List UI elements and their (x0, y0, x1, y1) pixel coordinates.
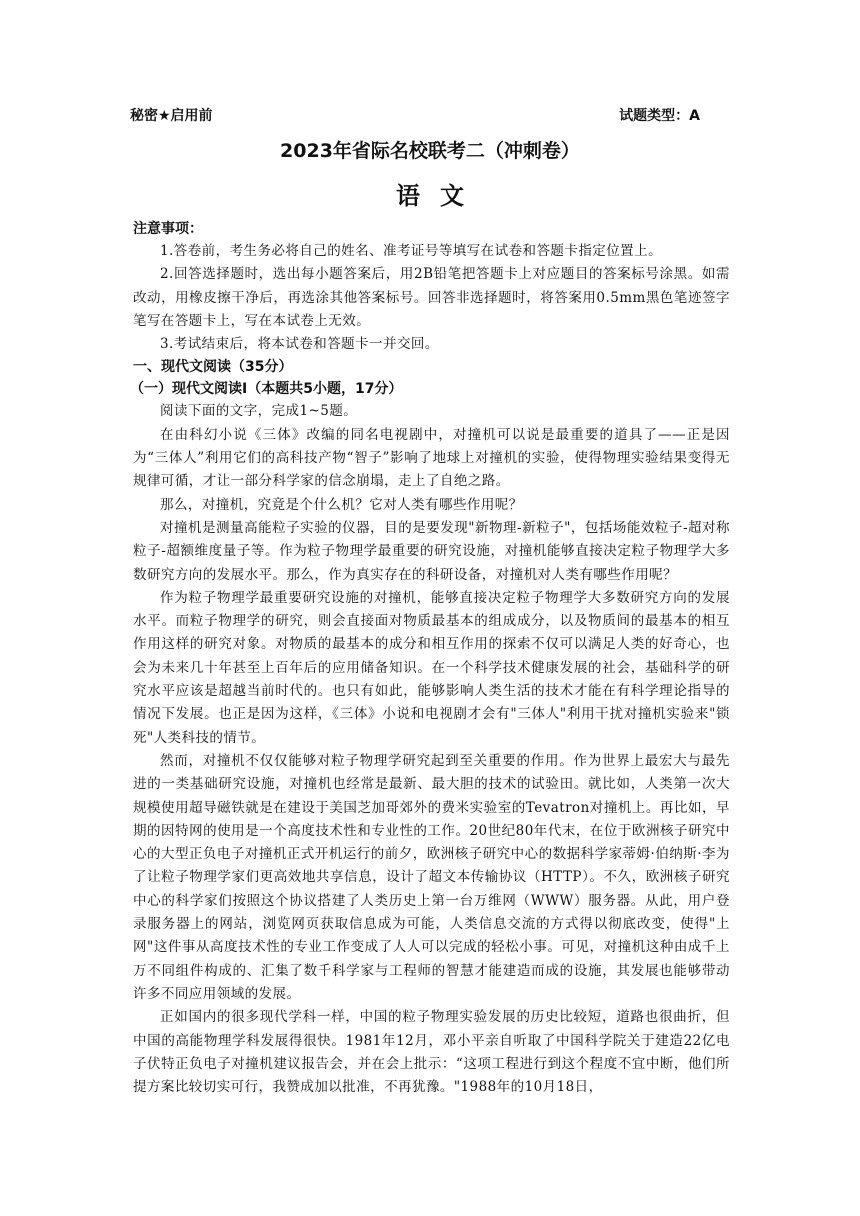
notice-item: 2.回答选择题时，选出每小题答案后，用2B铅笔把答题卡上对应题目的答案标号涂黑。如需改动，用橡皮擦干净后，再选涂其他答案标号。回答非选择题时，将答案用0.5mm黑色笔迹签字笔写在答题卡上，写在本试卷上无效。 (133, 266, 730, 329)
passage-paragraph: 然而，对撞机不仅仅能够对粒子物理学研究起到至关重要的作用。作为世界上最宏大与最先进的一类基础研究设施，对撞机也经常是最新、最大胆的技术的试验田。就比如，人类第一次大规模使用超导磁铁就是在建设于美国芝加哥郊外的费米实验室的Tevatron对撞机上。再比如，早期的因特网的使用是一个高度技术性和专业性的工作。20世纪80年代末，在位于欧洲核子研究中心的大型正负电子对撞机正式开机运行的前夕，欧洲核子研究中心的数据科学家蒂姆·伯纳斯·李为了让粒子物理学家们更高效地共享信息，设计了超文本传输协议（HTTP）。不久，欧洲核子研究中心的科学家们按照这个协议搭建了人类历史上第一台万维网（WWW）服务器。从此，用户登录服务器上的网站，浏览网页获取信息成为可能，人类信息交流的方式得以彻底改变，使得"上网"这件事从高度技术性的专业工作变成了人人可以完成的轻松小事。可见，对撞机这种由成千上万不同组件构成的、汇集了数千科学家与工程师的智慧才能建造而成的设施，其发展也能够带动许多不同应用领域的发展。 (133, 752, 730, 1002)
notice-heading: 注意事项： (133, 221, 203, 237)
passage-paragraph: 在由科幻小说《三体》改编的同名电视剧中，对撞机可以说是最重要的道具了——正是因为“三体人”利用它们的高科技产物“智子”影响了地球上对撞机的实验，使得物理实验结果变得无规律可循，才让一部分科学家的信念崩塌，走上了自绝之路。 (133, 426, 730, 490)
notice-item: 1.答卷前，考生务必将自己的姓名、准考证号等填写在试卷和答题卡指定位置上。 (160, 243, 663, 259)
passage-paragraph: 那么，对撞机，究竟是个什么机？它对人类有哪些作用呢？ (160, 496, 523, 513)
exam-body (130, 218, 730, 1099)
passage-paragraph: 作为粒子物理学最重要研究设施的对撞机，能够直接决定粒子物理学大多数研究方向的发展水平。而粒子物理学的研究，则会直接面对物质最基本的组成成分，以及物质间的最基本的相互作用这样的研究对象。对物质的最基本的成分和相互作用的探索不仅可以满足人类的好奇心，也会为未来几十年甚至上百年后的应用储备知识。在一个科学技术健康发展的社会，基础科学的研究水平应该是超越当前时代的。也只有如此，能够影响人类生活的技术才能在有科学理论指导的情况下发展。也正是因为这样，《三体》小说和电视剧才会有"三体人"利用干扰对撞机实验来"锁死"人类科技的情节。 (133, 589, 730, 746)
passage-paragraph: 对撞机是测量高能粒子实验的仪器，目的是要发现"新物理-新粒子"，包括场能效粒子-超对称粒子-超额维度量子等。作为粒子物理学最重要的研究设施，对撞机能够直接决定粒子物理学大多数研究方向的发展水平。那么，作为真实存在的科研设备，对撞机对人类有哪些作用呢？ (133, 519, 730, 583)
section-heading: 一、现代文阅读（35分） (133, 359, 293, 376)
exam-title: 2023年省际名校联考二（冲刺卷） (280, 140, 580, 162)
reading-instruction: 阅读下面的文字，完成1~5题。 (160, 403, 358, 420)
passage-paragraph: 正如国内的很多现代学科一样，中国的粒子物理实验发展的历史比较短，道路也很曲折，但中国的高能物理学科发展得很快。1981年12月，邓小平亲自听取了中国科学院关于建造22亿电子伏特正负电子对撞机建议报告会，并在会上批示：“这项工程进行到这个程度不宜中断，他们所提方案比较切实可行，我赞成加以批准，不再犹豫。"1988年的10月18日， (133, 1009, 730, 1096)
subject-title: 语文 (396, 182, 484, 210)
confidential-label: 秘密★启用前 (130, 108, 213, 124)
subsection-heading: （一）现代文阅读Ⅰ（本题共5小题，17分） (130, 381, 403, 398)
notice-item: 3.考试结束后，将本试卷和答题卡一并交回。 (160, 336, 439, 353)
exam-type-label: 试题类型：A (619, 108, 700, 124)
